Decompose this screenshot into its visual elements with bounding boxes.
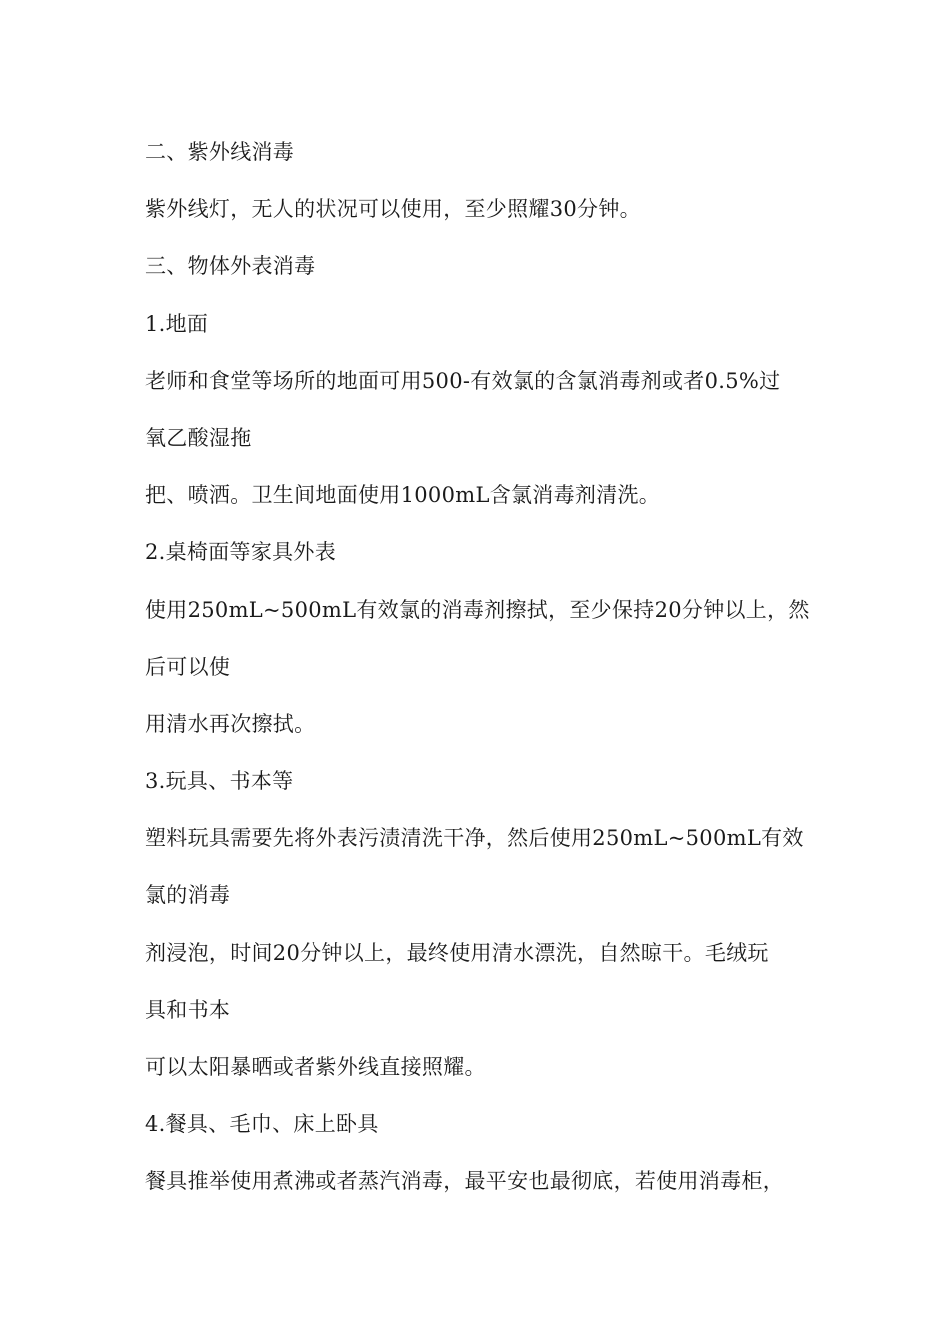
paragraph-line: 使用250mL~500mL有效氯的消毒剂擦拭，至少保持20分钟以上，然 xyxy=(145,597,810,622)
paragraph-line: 可以太阳暴晒或者紫外线直接照耀。 xyxy=(145,1055,486,1079)
paragraph-line: 用清水再次擦拭。 xyxy=(145,711,316,736)
paragraph-line: 后可以使 xyxy=(145,654,231,679)
paragraph-line: 剂浸泡，时间20分钟以上，最终使用清水漂洗，自然晾干。毛绒玩 xyxy=(145,940,769,965)
paragraph-line: 具和书本 xyxy=(145,997,231,1022)
subheading-tableware-towels-bedding: 4.餐具、毛巾、床上卧具 xyxy=(145,1112,379,1137)
section-heading-surface-disinfection: 三、物体外表消毒 xyxy=(145,254,316,279)
paragraph-line: 氧乙酸湿拖 xyxy=(145,425,252,450)
paragraph-line: 塑料玩具需要先将外表污渍清洗干净，然后使用250mL~500mL有效 xyxy=(145,826,804,851)
paragraph-line: 紫外线灯，无人的状况可以使用，至少照耀30分钟。 xyxy=(145,197,641,222)
section-heading-uv-disinfection: 二、紫外线消毒 xyxy=(145,140,295,164)
paragraph-line: 把、喷洒。卫生间地面使用1000mL含氯消毒剂清洗。 xyxy=(145,483,661,508)
paragraph-line: 老师和食堂等场所的地面可用500-有效氯的含氯消毒剂或者0.5%过 xyxy=(145,368,781,393)
paragraph-line: 氯的消毒 xyxy=(145,883,231,908)
subheading-floor: 1.地面 xyxy=(145,311,209,336)
subheading-toys-books: 3.玩具、书本等 xyxy=(145,769,294,794)
subheading-furniture: 2.桌椅面等家具外表 xyxy=(145,540,337,565)
document-body xyxy=(145,136,825,1223)
paragraph-line: 餐具推举使用煮沸或者蒸汽消毒，最平安也最彻底，若使用消毒柜， xyxy=(145,1169,784,1194)
